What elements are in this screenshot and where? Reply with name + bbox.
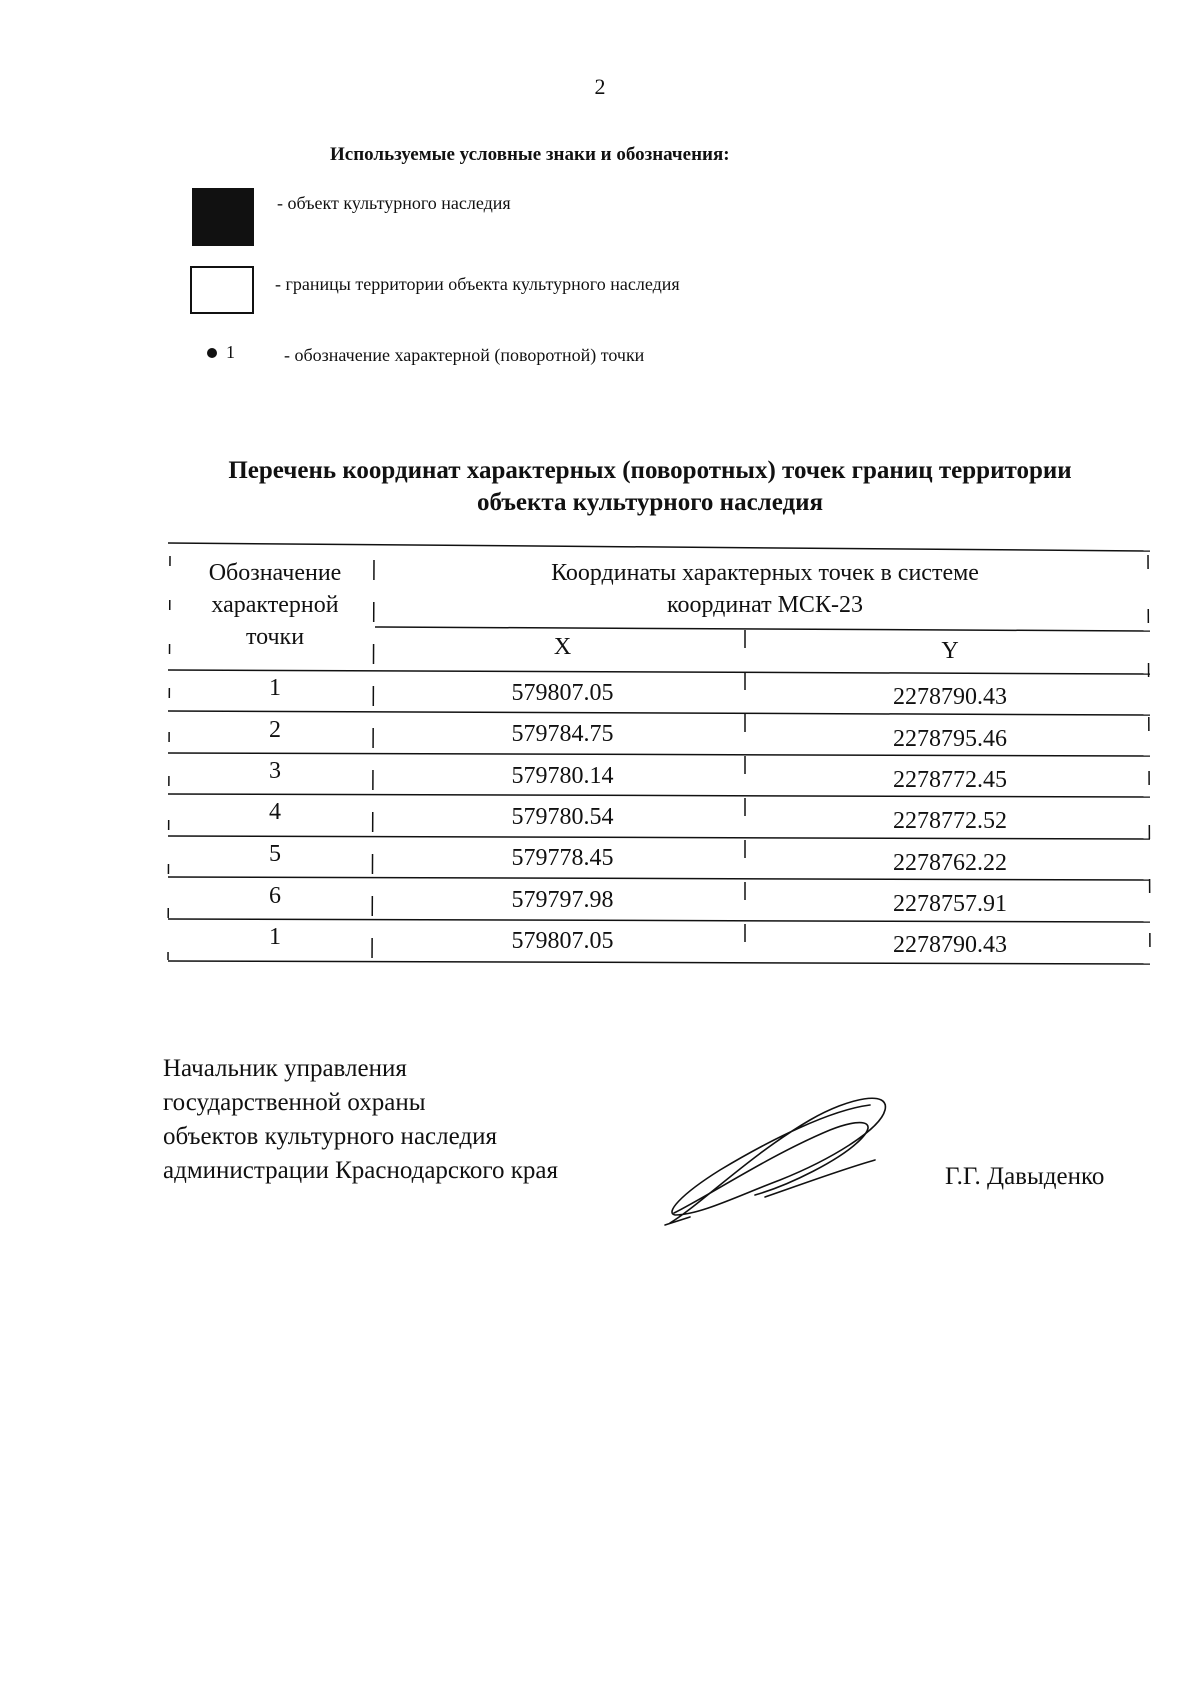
table-row-6-x: 579797.98 xyxy=(511,887,614,913)
legend-text-characteristic-point: - обозначение характерной (поворотной) точки xyxy=(284,345,645,365)
table-row-2-y: 2278795.46 xyxy=(893,726,1007,752)
outlined-square-icon xyxy=(190,266,254,314)
filled-square-icon xyxy=(192,188,254,246)
table-row-4-x: 579780.54 xyxy=(511,804,614,830)
table-row-7-point: 1 xyxy=(269,924,281,950)
header-coordinates xyxy=(380,557,1150,621)
header-point-line3: точки xyxy=(245,624,305,650)
position-line4: администрации Краснодарского края xyxy=(163,1157,559,1184)
position-line1: Начальник управления xyxy=(163,1055,407,1082)
page-number: 2 xyxy=(594,74,606,99)
legend-text-heritage-object: - объект культурного наследия xyxy=(277,193,511,213)
table-row-2-x: 579784.75 xyxy=(511,721,614,747)
table-row-5-x: 579778.45 xyxy=(511,845,614,871)
table-row-3-x: 579780.14 xyxy=(511,763,614,789)
point-dot-icon xyxy=(207,348,217,358)
table-row-1-point: 1 xyxy=(269,675,281,701)
header-coords-line1: Координаты характерных точек в системе xyxy=(551,560,979,586)
table-row-5-y: 2278762.22 xyxy=(893,850,1007,876)
table-row-6-y: 2278757.91 xyxy=(893,891,1007,917)
header-point-designation xyxy=(180,557,370,653)
position-line2: государственной охраны xyxy=(163,1089,426,1116)
table-row-1-y: 2278790.43 xyxy=(893,684,1007,710)
header-point-line1: Обозначение xyxy=(208,560,342,586)
legend-text-territory-boundary: - границы территории объекта культурного наследия xyxy=(275,274,680,294)
table-row-6-point: 6 xyxy=(269,883,281,909)
handwritten-signature xyxy=(660,1085,900,1230)
table-row-5-point: 5 xyxy=(269,841,281,867)
legend-title: Используемые условные знаки и обозначения: xyxy=(330,144,730,165)
header-y: Y xyxy=(941,638,959,664)
header-x: X xyxy=(553,634,572,660)
header-coords-line2: координат МСК-23 xyxy=(667,592,863,618)
header-point-line2: характерной xyxy=(211,592,339,618)
table-row-2-point: 2 xyxy=(269,717,281,743)
signatory-position xyxy=(163,1052,558,1188)
table-row-7-x: 579807.05 xyxy=(511,928,614,954)
table-title-line1: Перечень координат характерных (поворотных) точек границ территории xyxy=(228,457,1072,484)
table-row-7-y: 2278790.43 xyxy=(893,932,1007,958)
table-row-3-y: 2278772.45 xyxy=(893,767,1007,793)
signatory-name: Г.Г. Давыденко xyxy=(945,1163,1105,1190)
table-row-4-y: 2278772.52 xyxy=(893,808,1007,834)
table-row-1-x: 579807.05 xyxy=(511,680,614,706)
position-line3: объектов культурного наследия xyxy=(163,1123,497,1150)
table-row-3-point: 3 xyxy=(269,758,281,784)
table-title xyxy=(160,455,1140,519)
table-row-4-point: 4 xyxy=(269,799,281,825)
legend-point-label: 1 xyxy=(226,342,235,362)
table-title-line2: объекта культурного наследия xyxy=(476,489,824,516)
